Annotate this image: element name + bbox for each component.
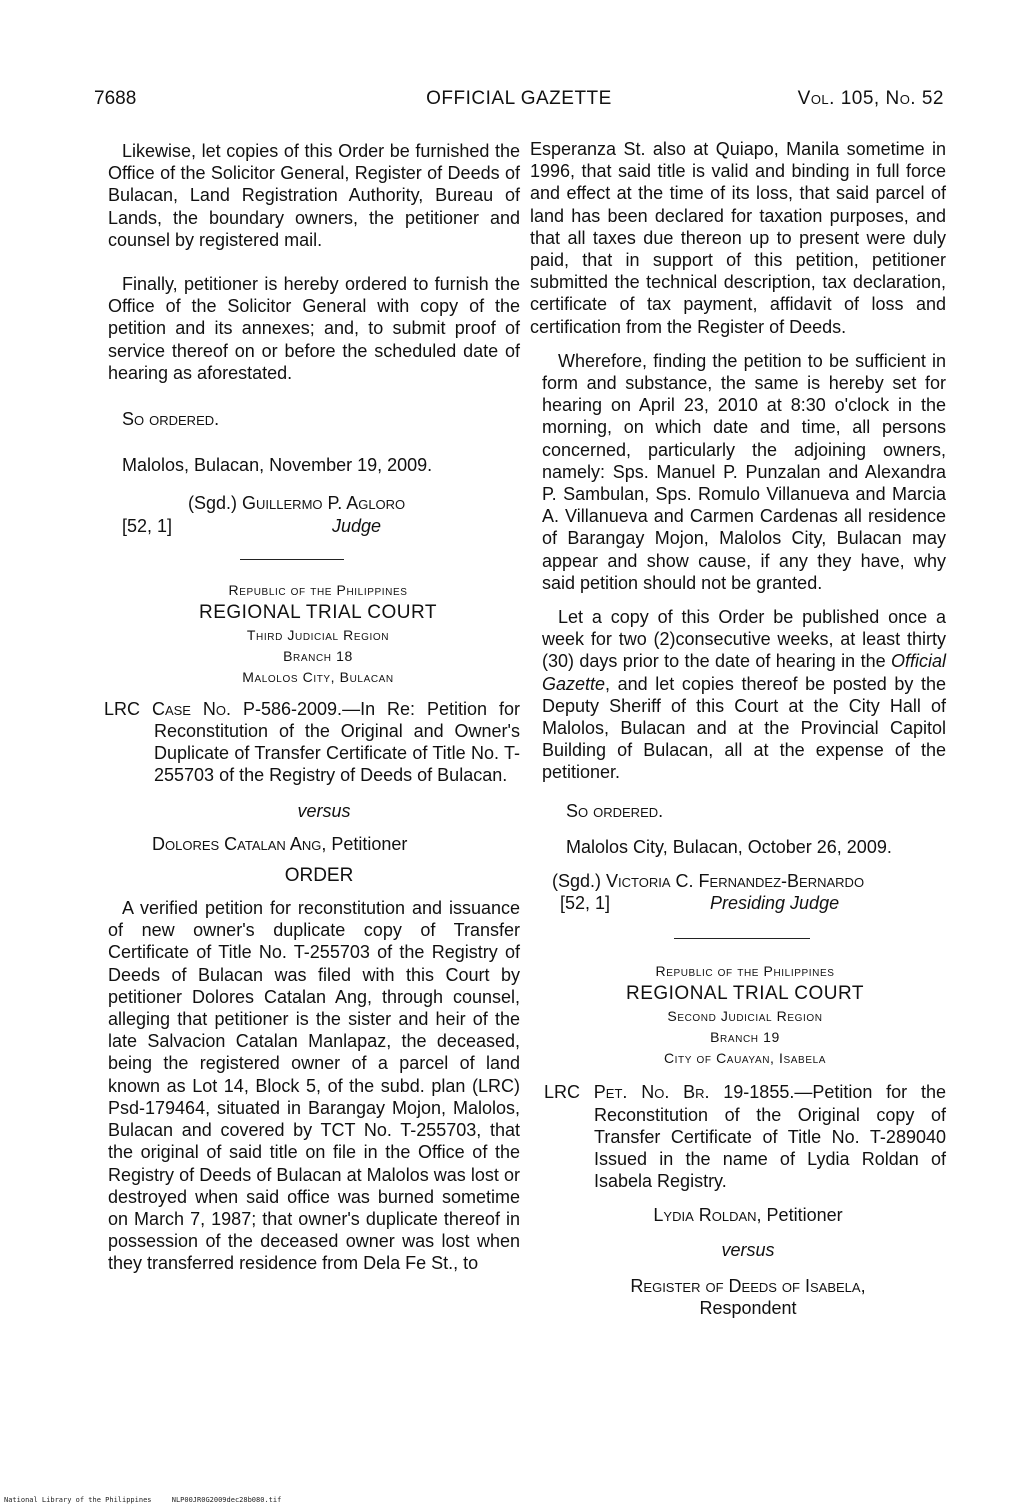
branch-2: Branch 19 [710,1029,780,1046]
petitioner-role: , Petitioner [321,833,408,854]
paragraph-copies: Likewise, let copies of this Order be furnished the Office of the Solicitor General, Register of Deeds of Bulacan, Land Registration Authority, Bureau of Lands, the boundary owners, the petitioner and counsel by registered mail. [108,141,520,250]
library-credit: National Library of the Philippines [4,1496,152,1504]
respondent-role: Respondent [699,1297,797,1318]
case-title [104,698,520,787]
sig-prefix-2: (Sgd.) [552,871,602,892]
sig-reference-2: [52, 1] [560,893,611,914]
respondent-name: Register of Deeds of Isabela, [630,1275,866,1296]
paragraph-continued: Esperanza St. also at Quiapo, Manila sometime in 1996, that said title is valid and binding in full force and effect at the time of its loss, that said parcel of land has been declared for taxation purposes, and that all taxes due thereon up to present were duly paid, that in support of this petition, petitioner submitted the technical description, tax declaration, certificate of tax payment, affidavit of loss and certification from the Register of Deeds. [530,139,946,337]
judge-name: Guillermo P. Agloro [242,493,406,514]
case-title-2 [544,1081,946,1192]
versus: versus [297,801,351,822]
court-heading-2 [530,961,890,1069]
section-divider-2 [674,938,810,939]
court-city-2: City of Cauayan, Isabela [663,1050,827,1067]
volume-number: Vol. 105, No. 52 [797,88,944,109]
place-date: Malolos, Bulacan, November 19, 2009. [122,455,433,476]
judge-name-2: Victoria C. Fernandez-Bernardo [606,871,865,892]
right-column [530,138,946,1319]
case-number: LRC Case No. P-586-2009. [104,698,343,719]
sig-prefix: (Sgd.) [188,493,238,514]
party-line [108,833,520,855]
left-column [104,140,520,1275]
so-ordered: So ordered. [122,409,220,430]
court-heading [108,580,478,688]
paragraph-publication: Let a copy of this Order be published once a week for two (2)consecutive weeks, at least thirty (30) days prior to the date of hearing in the Official Gazette, and let copies thereof be posted by the Deputy Sheriff of this Court at the City Hall of Malolos, Bulacan and at the Provincial Capitol Building of Bulacan, all at the expense of the petitioner. [542,607,946,783]
republic-line: Republic of the Philippines [228,581,408,598]
signature-block-2 [530,870,946,914]
judge-title-2: Presiding Judge [710,893,840,914]
order-paragraph: A verified petition for reconstitution and issuance of new owner's duplicate copy of Transfer Certificate of Title No. T-255703 of the Registry of Deeds of Bulacan was filed with this Court by petitioner Dolores Catalan Ang, through counsel, alleging that petitioner is the sister and heir of the late Salvacion Catalan Manlapaz, the deceased, being the registered owner of a parcel of land known as Lot 14, Block 5, of the subd. plan (LRC) Psd-179464, situated in Barangay Mojon, Malolos, Bulacan and covered by TCT No. T-255703, that the original of said title on file in the Office of the Registry of Deeds of Bulacan at Malolos was lost or destroyed when said office was burned sometime on March 7, 1987; that owner's duplicate thereof in possession of the deceased owner was lost when they transferred residence from Dela Fe St., to [108,898,520,1274]
publication-title: OFFICIAL GAZETTE [426,88,612,109]
case-number-2: LRC Pet. No. Br. 19-1855. [544,1082,795,1103]
judge-title: Judge [332,515,382,536]
republic-line-2: Republic of the Philippines [655,963,835,980]
judicial-region: Third Judicial Region [246,626,390,643]
court-city: Malolos City, Bulacan [242,668,394,685]
gazette-reference: Official Gazette [542,651,946,694]
versus-2: versus [721,1239,775,1260]
page-header [94,88,944,118]
party-line-2 [530,1204,946,1226]
branch: Branch 18 [283,647,353,664]
scan-footer [4,1496,297,1504]
paragraph-wherefore: Wherefore, finding the petition to be sufficient in form and substance, the same is hereby set for hearing on April 23, 2010 at 8:30 o'clock in the morning, on which date and time, all persons concerned, particularly the adjoining owners, namely: Sps. Manuel P. Punzalan and Alexandra P. Sambulan, Sps. Romulo Villanueva and Marcia A. Villanueva and Carmen Cardenas all residence of Barangay Mojon, Malolos City, Bulacan may appear and show cause, if any they have, why said petition should not be granted. [542,350,946,593]
sig-reference: [52, 1] [122,515,173,536]
paragraph-finally: Finally, petitioner is hereby ordered to furnish the Office of the Solicitor General with copy of the petition and its annexes; and, to submit proof of service thereof on or before the scheduled date of hearing as aforestated. [108,274,520,383]
court-name-2: REGIONAL TRIAL COURT [625,983,865,1005]
signature-block [108,492,520,536]
place-date-2: Malolos City, Bulacan, October 26, 2009. [566,836,892,857]
file-name: NLP00JR0G2009dec28b080.tif [171,1496,282,1504]
judicial-region-2: Second Judicial Region [667,1008,823,1025]
order-heading: ORDER [284,864,354,886]
section-divider [240,559,344,560]
so-ordered-2: So ordered. [566,800,664,821]
case-description: —In Re: Petition for Reconstitution of the Original and Owner's Duplicate of Transfer Certificate of Title No. T-255703 of the Registry of Deeds of Bulacan. [154,698,520,786]
case-description-2: —Petition for the Reconstitution of the Original copy of Transfer Certificate of Title No. T-289040 Issued in the name of Lydia Roldan of Isabela Registry. [594,1082,946,1192]
petitioner-name: Dolores Catalan Ang [152,833,322,854]
petitioner-role-2: , Petitioner [756,1205,843,1226]
page-number: 7688 [94,88,137,109]
petitioner-name-2: Lydia Roldan [653,1205,757,1226]
court-name: REGIONAL TRIAL COURT [198,601,438,623]
